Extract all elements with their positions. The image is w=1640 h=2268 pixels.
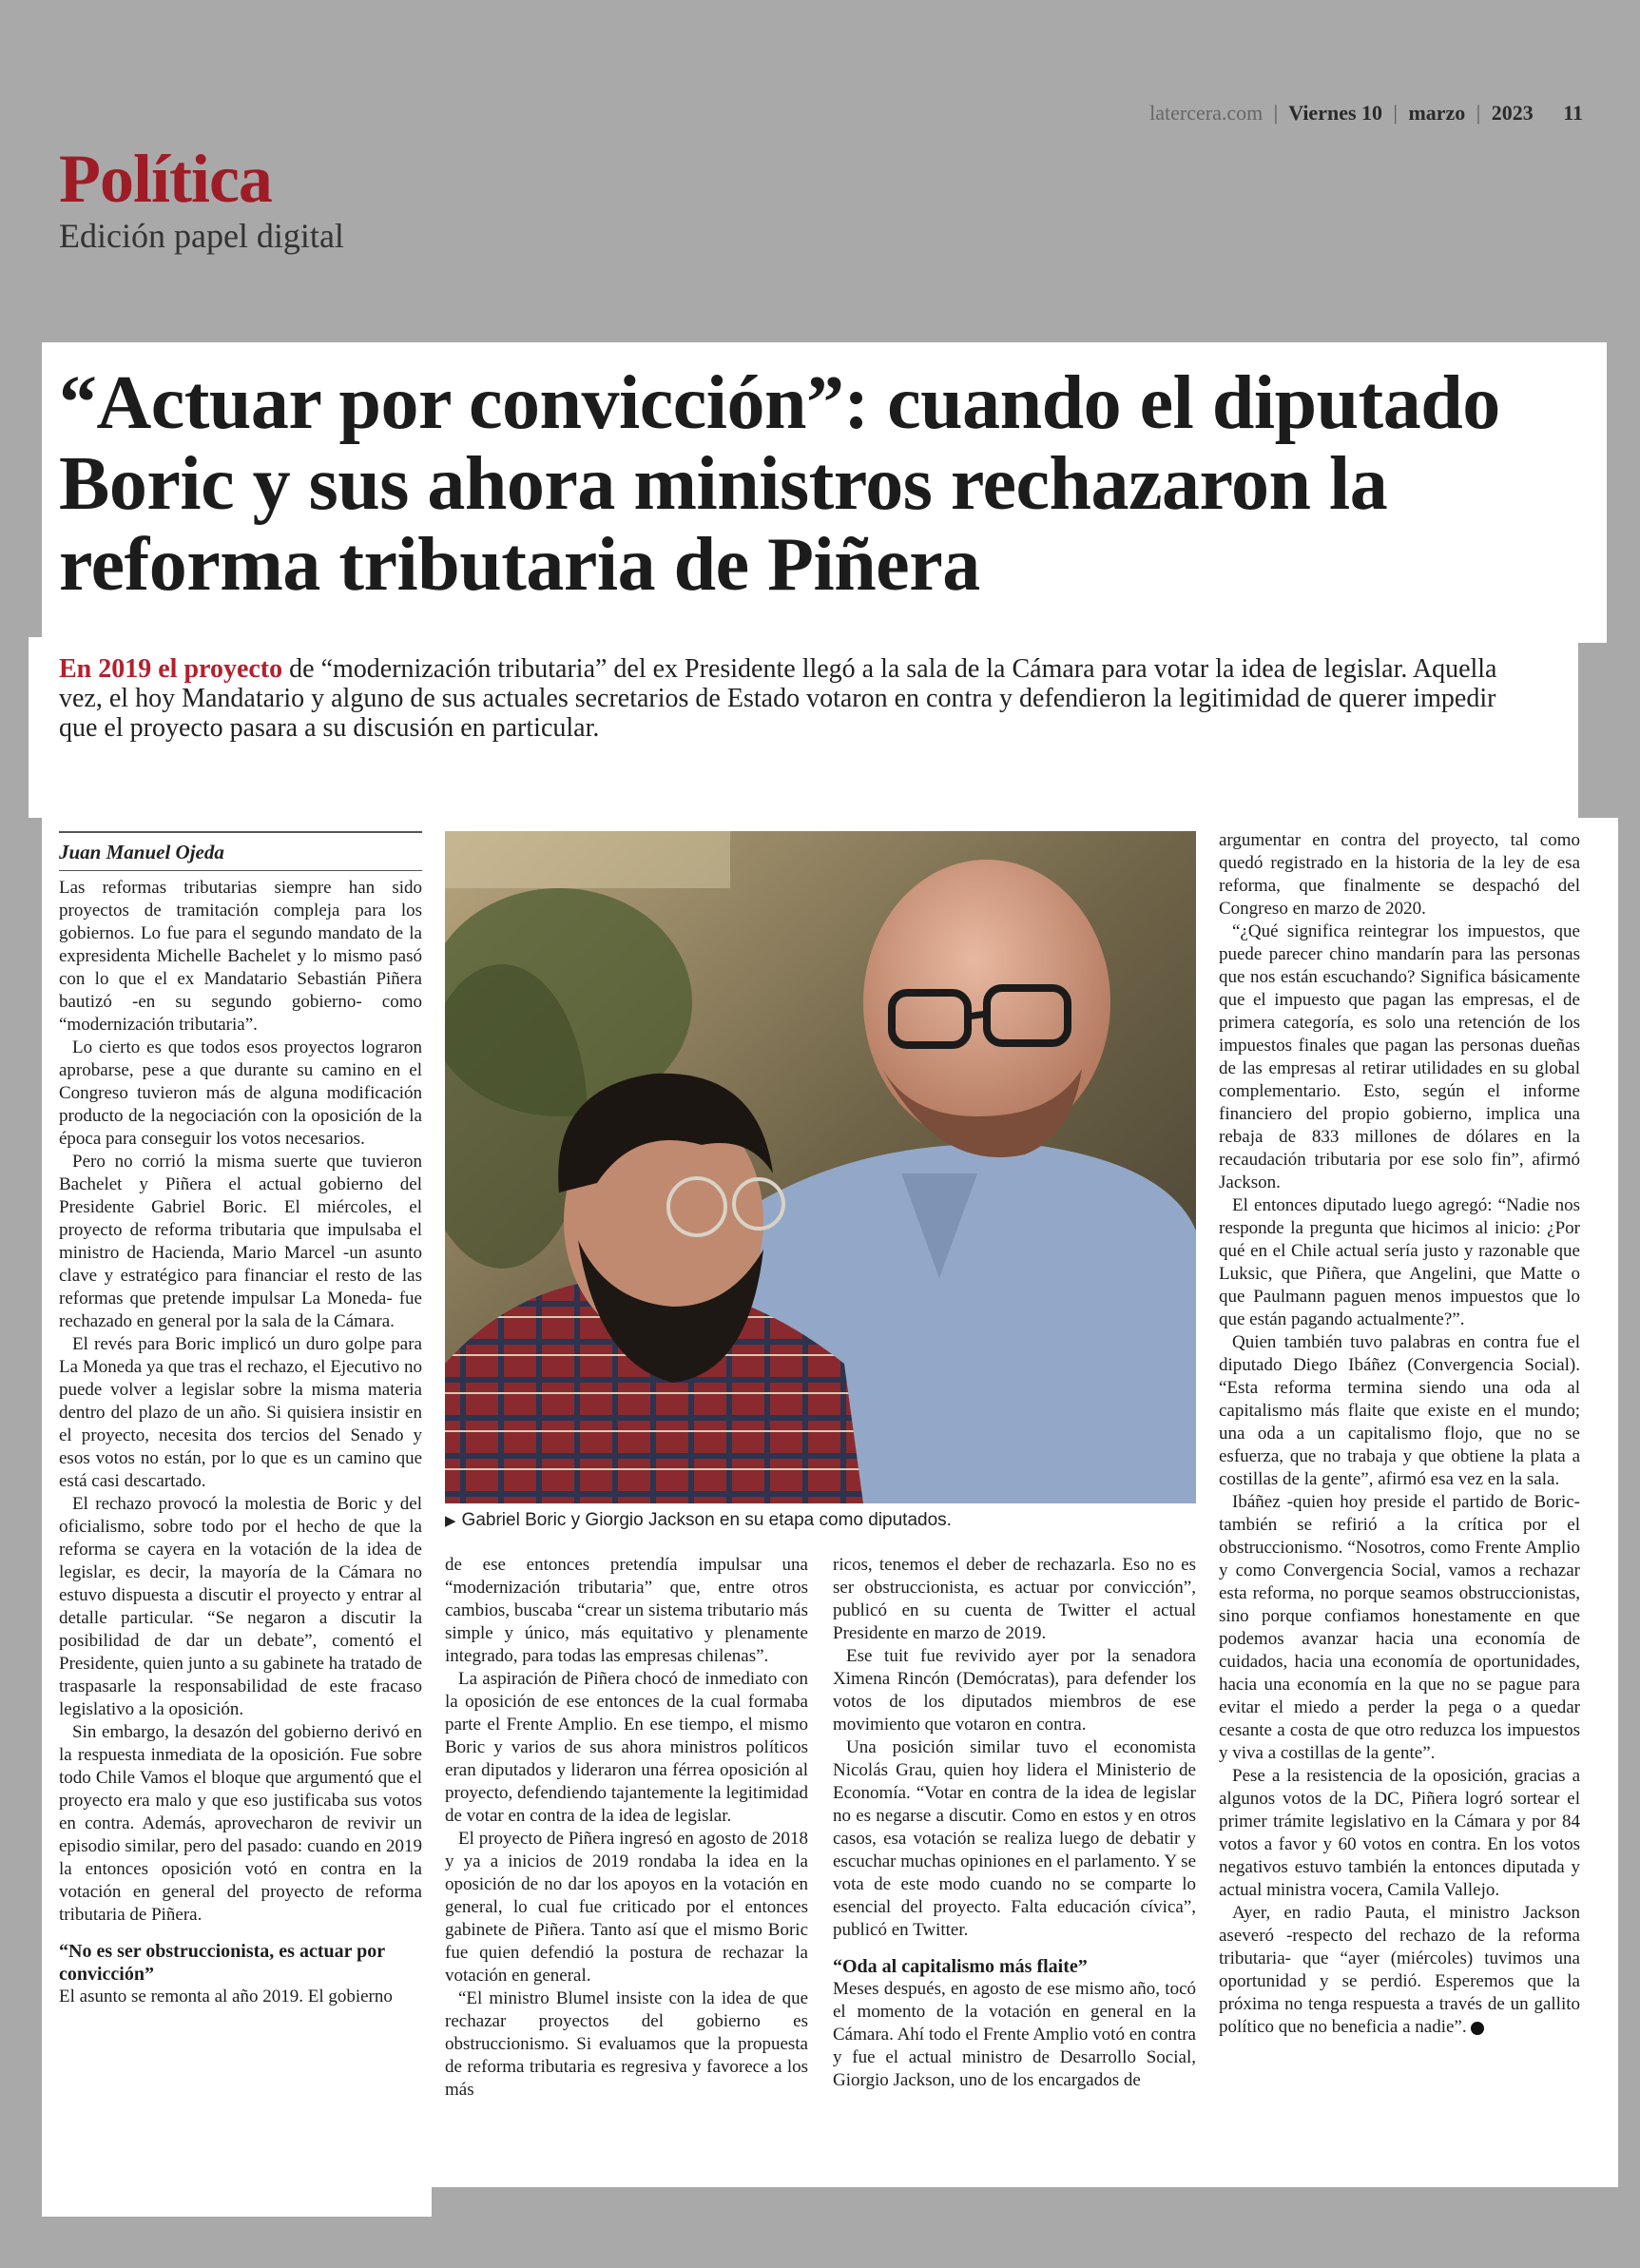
section-subtitle: Edición papel digital [59, 217, 344, 255]
byline: Juan Manuel Ojeda [59, 831, 422, 871]
date-month: marzo [1408, 101, 1466, 125]
section-title: Política [59, 141, 272, 217]
end-of-article-icon [1471, 2022, 1484, 2035]
article-photo [445, 831, 1196, 1503]
column-3 [833, 1554, 1196, 2092]
paragraph: El rechazo provocó la molestia de Boric y del oficialismo, sobre todo por el hecho de que la reforma se cayera en la votación de la idea de legislar, es decir, la mayoría de la Cámara no estuvo dispuesta a discutir el proyecto y entrar al detalle particular. “Se negaron a discutir la posibilidad de dar un debate”, comentó el Presidente, quien junto a su gabinete ha tratado de traspasarle la responsabilidad de este fracaso legislativo a la oposición. [59, 1494, 422, 1719]
paragraph: Las reformas tributarias siempre han sido proyectos de tramitación compleja para los gobiernos. Lo fue para el segundo mandato de la expresidenta Michelle Bachelet y lo mismo pasó con lo que el ex Mandatario Sebastián Piñera bautizó -en su segundo gobierno- como “modernización tributaria”. [59, 878, 422, 1035]
paragraph: ricos, tenemos el deber de rechazarla. Eso no es ser obstruccionista, es actuar por convicción”, publicó en su cuenta de Twitter el actual Presidente en marzo de 2019. [833, 1555, 1196, 1643]
paragraph: Una posición similar tuvo el economista Nicolás Grau, quien hoy lidera el Ministerio de Economía. “Votar en contra de la idea de legislar no es negarse a discutir. Como en estos y en otros casos, esa votación se realiza luego de debatir y escuchar muchas opiniones en el parlamento. Y se vota de este modo cuando no se comparte lo esencial del proyecto. Falta educación cívica”, publicó en Twitter. [833, 1737, 1196, 1940]
paragraph: de ese entonces pretendía impulsar una “modernización tributaria” que, entre otros cambios, buscaba “crear un sistema tributario más simple y único, más equitativo y plenamente integrado, para todas las empresas chilenas”. [445, 1555, 808, 1666]
site-name: latercera.com [1149, 101, 1264, 125]
paragraph: Sin embargo, la desazón del gobierno derivó en la respuesta inmediata de la oposición. Fue sobre todo Chile Vamos el bloque que argumentó que el proyecto era malo y que eso justificaba sus votos en contra. Además, aprovecharon de revivir un episodio similar, pero del pasado: cuando en 2019 la entonces oposición votó en contra en la votación en general del proyecto de reforma tributaria de Piñera. [59, 1722, 422, 1925]
paragraph: La aspiración de Piñera chocó de inmediato con la oposición de ese entonces de la cual formaba parte el Frente Amplio. En ese tiempo, el mismo Boric y varios de sus ahora ministros políticos eran diputados y lideraron una férrea oposición al proyecto, defendiendo tajantemente la legitimidad de votar en contra de la idea de legislar. [445, 1669, 808, 1826]
paragraph: Ese tuit fue revivido ayer por la senadora Ximena Rincón (Demócratas), para defender los votos de los diputados miembros de ese movimiento que votaron en contra. [833, 1646, 1196, 1735]
paragraph: Meses después, en agosto de ese mismo año, tocó el momento de la votación en general en la Cámara. Ahí todo el Frente Amplio votó en contra y fue el actual ministro de Desarrollo Social, Giorgio Jackson, uno de los encargados de [833, 1979, 1196, 2090]
photo-illustration [445, 831, 1196, 1503]
column-2 [445, 1554, 808, 2102]
date-year: 2023 [1491, 101, 1534, 125]
dek-text: de “modernización tributaria” del ex Presidente llegó a la sala de la Cámara para votar la idea de legislar. Aquella vez, el hoy Mandatario y alguno de sus actuales secretarios de Estado votaron en contra y defendieron la legitimidad de querer impedir que el proyecto pasara a su discusión en particular. [59, 654, 1497, 743]
paragraph: El entonces diputado luego agregó: “Nadie nos responde la pregunta que hicimos al inicio: ¿Por qué en el Chile actual sería justo y razonable que Luksic, que Piñera, que Angelini, que Matte o que Paulmann paguen menos impuestos que lo que están pagando actualmente?”. [1219, 1195, 1580, 1329]
paragraph: El proyecto de Piñera ingresó en agosto de 2018 y ya a inicios de 2019 rondaba la idea en la oposición de no dar los apoyos en la votación en general, lo cual fue criticado por el entonces gabinete de Piñera. Tanto así que el mismo Boric fue quien defendió la postura de rechazar la votación en general. [445, 1829, 808, 1986]
paragraph: El revés para Boric implicó un duro golpe para La Moneda ya que tras el rechazo, el Ejecutivo no puede volver a legislar sobre la misma materia dentro del plazo de un año. Si quisiera insistir en el proyecto, necesita dos tercios del Senado y esos votos no están, por lo que es un camino que está casi descartado. [59, 1334, 422, 1491]
column-4 [1219, 829, 1580, 2039]
subheading: “Oda al capitalismo más flaite” [833, 1956, 1088, 1977]
date-weekday: Viernes 10 [1288, 101, 1383, 125]
article-dek [59, 654, 1523, 743]
paragraph: Pese a la resistencia de la oposición, gracias a algunos votos de la DC, Piñera logró sortear el primer trámite legislativo en la Cámara y por 84 votos a favor y 60 votos en contra. En los votos negativos estuvo también la entonces diputada y actual ministra vocera, Camila Vallejo. [1219, 1766, 1580, 1900]
paragraph: Lo cierto es que todos esos proyectos lograron aprobarse, pese a que durante su camino en el Congreso tuvieron más de alguna modificación producto de la negociación con la oposición de la época para conseguir los votos necesarios. [59, 1037, 422, 1149]
subheading: “No es ser obstruccionista, es actuar por convicción” [59, 1941, 385, 1985]
paragraph-final: Ayer, en radio Pauta, el ministro Jackson aseveró -respecto del rechazo de la reforma tributaria- que “ayer (miércoles) tuvimos una oportunidad y se perdió. Esperemos que la próxima no tenga respuesta a través de un gallito político que no beneficia a nadie”. [1219, 1903, 1580, 2037]
paragraph: Ibáñez -quien hoy preside el partido de Boric- también se refirió a la crítica por el obstruccionismo. “Nosotros, como Frente Amplio y como Convergencia Social, vamos a rechazar esta reforma, no porque seamos obstruccionistas, sino porque confiamos honestamente en que podemos avanzar hacia una economía de cuidados, hacia una economía de oportunidades, hacia una economía en la que no se pague para evitar el miedo a perder la pega o a quedar cesante a costa de que otro reduzca los impuestos y viva a costillas de la gente”. [1219, 1492, 1580, 1763]
paragraph: argumentar en contra del proyecto, tal como quedó registrado en la historia de la ley de esa reforma, que finalmente se despachó del Congreso en marzo de 2020. [1219, 830, 1580, 919]
paragraph: “¿Qué significa reintegrar los impuestos, que puede parecer chino mandarín para las personas que nos están escuchando? Significa básicamente que el impuesto que pagan las empresas, el de primera categoría, es solo una retención de los impuestos finales que pagan las personas dueñas de las empresas al retirar utilidades en su global complementario. Esto, según el informe financiero del propio gobierno, implica una rebaja de 833 millones de dólares en la recaudación tributaria por ese solo fin”, afirmó Jackson. [1219, 921, 1580, 1192]
article-headline: “Actuar por convicción”: cuando el diputado Boric y sus ahora ministros rechazaron la reforma tributaria de Piñera [59, 361, 1500, 607]
photo-caption: ▶ Gabriel Boric y Giorgio Jackson en su etapa como diputados. [445, 1510, 952, 1530]
page-header-meta: latercera.com | Viernes 10 | marzo | 2023 11 [1149, 101, 1583, 125]
page-number: 11 [1563, 101, 1583, 125]
paragraph: Pero no corrió la misma suerte que tuvieron Bachelet y Piñera el actual gobierno del Presidente Gabriel Boric. El miércoles, el proyecto de reforma tributaria que impulsaba el ministro de Hacienda, Mario Marcel -un asunto clave y estratégico para financiar el resto de las reformas que pretende impulsar La Moneda- fue rechazado en general por la sala de la Cámara. [59, 1152, 422, 1331]
dek-lead: En 2019 el proyecto [59, 654, 283, 684]
paragraph: El asunto se remonta al año 2019. El gobierno [59, 1987, 393, 2006]
column-1 [59, 877, 422, 2008]
paragraph: Quien también tuvo palabras en contra fue el diputado Diego Ibáñez (Convergencia Social). “Esta reforma termina siendo una oda al capitalismo más flaite que existe en el mundo; una oda a un capitalismo flojo, que no se esfuerza, que no trabaja y que obtiene la plata a costillas de la gente”, afirmó esa vez en la sala. [1219, 1332, 1580, 1489]
caption-arrow-icon: ▶ [445, 1513, 456, 1529]
paragraph: “El ministro Blumel insiste con la idea de que rechazar proyectos del gobierno es obstruccionismo. Si evaluamos que la propuesta de reforma tributaria es regresiva y favorece a los más [445, 1988, 808, 2100]
